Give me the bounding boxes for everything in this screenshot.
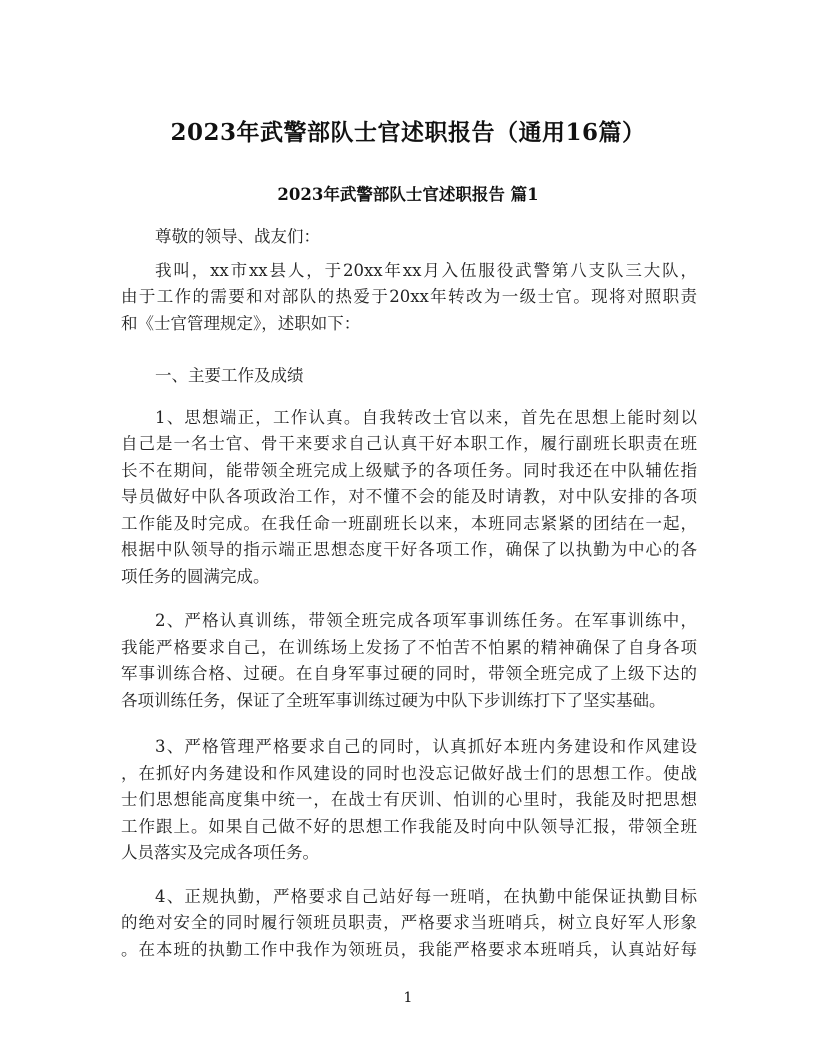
text-line: 尊敬的领导、战友们： <box>155 227 320 246</box>
document-title: 2023年武警部队士官述职报告（通用16篇） <box>170 119 646 146</box>
text-line: 由于工作的需要和对部队的热爱于20xx年转改为一级士官。现将对照职责 <box>121 287 697 306</box>
text-line: 我叫，xx市xx县人，于20xx年xx月入伍服役武警第八支队三大队， <box>155 260 697 280</box>
text-line: 1、思想端正，工作认真。自我转改士官以来，首先在思想上能时刻以 <box>155 407 697 427</box>
text-line: 的绝对安全的同时履行领班员职责，严格要求当班哨兵，树立良好军人形象 <box>121 913 697 932</box>
text-line: 自己是一名士官、骨干来要求自己认真干好本职工作，履行副班长职责在班 <box>121 434 697 453</box>
text-line: 工作跟上。如果自己做不好的思想工作我能及时向中队领导汇报，带领全班 <box>121 816 697 836</box>
text-line: 导员做好中队各项政治工作，对不懂不会的能及时请教，对中队安排的各项 <box>121 487 697 506</box>
paragraph <box>121 405 697 591</box>
text-line: 工作能及时完成。在我任命一班副班长以来，本班同志紧紧的团结在一起， <box>121 513 697 533</box>
text-line: 军事训练合格、过硬。在自身军事过硬的同时，带领全班完成了上级下达的 <box>121 664 697 683</box>
text-line: 3、严格管理严格要求自己的同时，认真抓好本班内务建设和作风建设 <box>155 737 697 756</box>
text-line: 项任务的圆满完成。 <box>121 566 270 586</box>
text-line: ，在抓好内务建设和作风建设的同时也没忘记做好战士们的思想工作。使战 <box>121 763 697 783</box>
section-heading: 2023年武警部队士官述职报告 篇1 <box>277 185 539 204</box>
text-line: 2、严格认真训练，带领全班完成各项军事训练任务。在军事训练中， <box>155 611 697 630</box>
paragraph <box>121 363 697 390</box>
text-line: 各项训练任务，保证了全班军事训练过硬为中队下步训练打下了坚实基础。 <box>121 690 666 710</box>
paragraph <box>121 224 697 251</box>
text-line: 根据中队领导的指示端正思想态度干好各项工作，确保了以执勤为中心的各 <box>121 540 697 559</box>
text-line: 长不在期间，能带领全班完成上级赋予的各项任务。同时我还在中队辅佐指 <box>121 460 697 480</box>
page-number: 1 <box>403 990 413 1006</box>
text-line: 和《士官管理规定》，述职如下： <box>121 313 361 333</box>
paragraph <box>121 258 697 338</box>
text-line: 一、主要工作及成绩 <box>155 366 304 385</box>
text-line: 人员落实及完成各项任务。 <box>121 843 319 862</box>
document-body <box>121 224 697 963</box>
paragraph <box>121 884 697 964</box>
text-line: 4、正规执勤，严格要求自己站好每一班哨，在执勤中能保证执勤目标 <box>155 886 697 906</box>
text-line: 士们思想能高度集中统一，在战士有厌训、怕训的心里时，我能及时把思想 <box>121 790 697 809</box>
paragraph <box>121 734 697 867</box>
paragraph <box>121 608 697 714</box>
text-line: 我能严格要求自己，在训练场上发扬了不怕苦不怕累的精神确保了自身各项 <box>121 637 697 657</box>
text-line: 。在本班的执勤工作中我作为领班员，我能严格要求本班哨兵，认真站好每 <box>121 939 697 959</box>
